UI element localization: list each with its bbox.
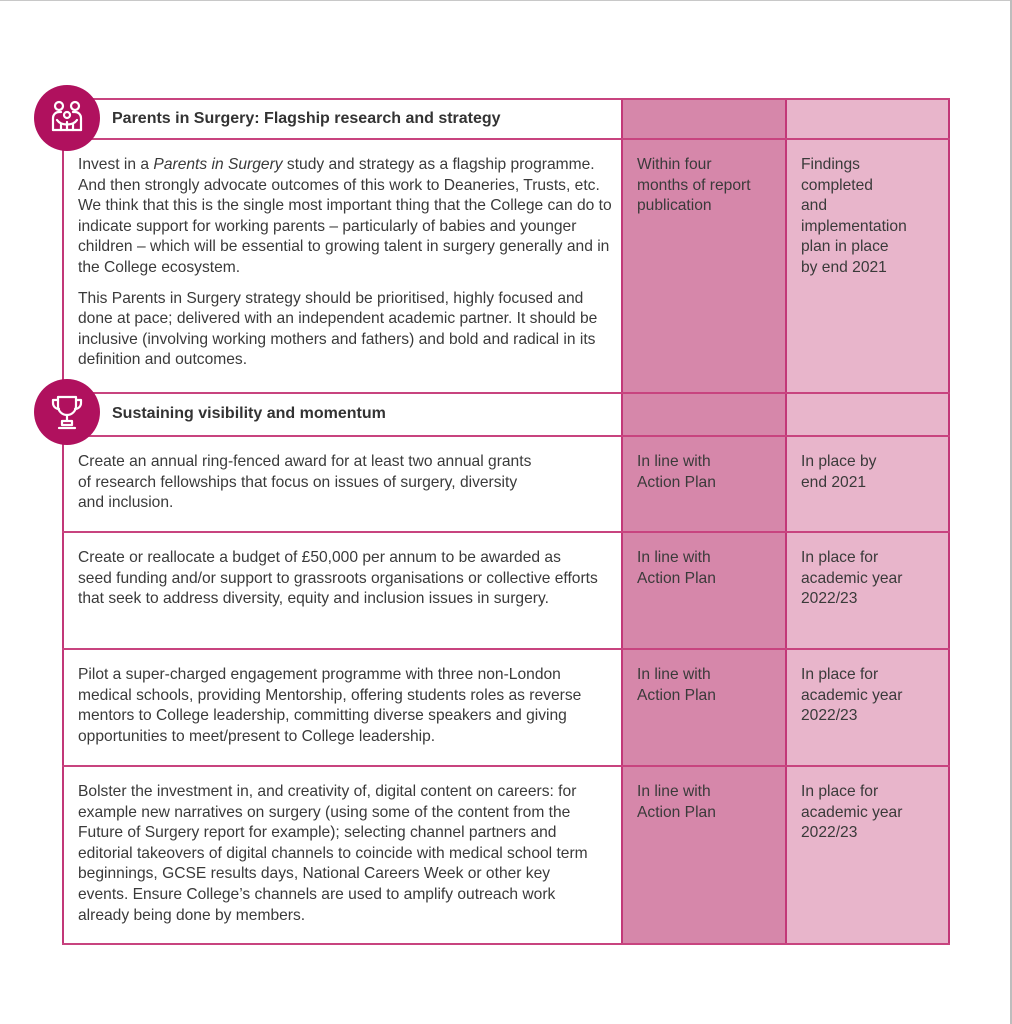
target-cell [785, 532, 950, 649]
target-cell [785, 766, 950, 944]
paragraph [78, 155, 618, 279]
section-header-sustaining-visibility [62, 393, 950, 436]
target-cell [785, 436, 950, 532]
table-row [62, 649, 950, 766]
recommendation-text: Bolster the investment in, and creativity of, digital content on careers: for example new narratives on surgery (using some of the content from the Future of Surgery report for example); selecting channel partners and editorial takeovers of digital channels to coincide with medical school term beginnings, GCSE results days, National Careers Week or other key events. Ensure College’s channels are used to amplify outreach work already being done by members. [78, 783, 588, 924]
table-row [62, 532, 950, 649]
table-rule [62, 943, 950, 945]
paragraph [78, 289, 618, 371]
table-rule [62, 765, 950, 767]
target-text: Findings completed and implementation plan in place by end 2021 [801, 156, 907, 276]
target-cell [785, 649, 950, 766]
recommendation-text: Create an annual ring-fenced award for at least two annual grants of research fellowships that focus on issues of surgery, diversity and inclusion. [78, 453, 532, 512]
timing-cell [621, 436, 786, 532]
text-span: Invest in a [78, 156, 154, 173]
timing-cell [621, 139, 786, 393]
recommendation-cell [62, 532, 622, 649]
recommendation-cell [62, 766, 622, 944]
emphasis-text: Parents in Surgery [153, 156, 283, 173]
table-rule [62, 392, 950, 394]
target-text: In place for academic year 2022/23 [801, 783, 903, 842]
target-text: In place for academic year 2022/23 [801, 666, 903, 725]
timing-header-cell [621, 393, 786, 436]
table-rule [62, 98, 950, 100]
recommendation-text: Pilot a super-charged engagement programme with three non-London medical schools, providing Mentorship, offering students roles as reverse mentors to College leadership, committing diverse speakers and giving opportunities to meet/present to College leadership. [78, 666, 582, 745]
table-row [62, 436, 950, 532]
table-row [62, 139, 950, 393]
table-rule [62, 138, 950, 140]
recommendation-text: Create or reallocate a budget of £50,000 per annum to be awarded as seed funding and/or support to grassroots organisations or collective efforts that seek to address diversity, equity and inclusion issues in surgery. [78, 549, 598, 608]
recommendation-cell [62, 436, 622, 532]
table-rule [62, 531, 950, 533]
section-title: Parents in Surgery: Flagship research and strategy [112, 110, 501, 127]
timing-text: In line with Action Plan [637, 666, 716, 704]
target-header-cell [785, 393, 950, 436]
timing-text: Within four months of report publication [637, 156, 751, 215]
timing-text: In line with Action Plan [637, 453, 716, 491]
timing-cell [621, 766, 786, 944]
family-icon [34, 85, 100, 151]
timing-text: In line with Action Plan [637, 549, 716, 587]
recommendation-cell [62, 139, 622, 393]
timing-cell [621, 532, 786, 649]
recommendation-text [78, 155, 618, 381]
recommendation-cell [62, 649, 622, 766]
section-header-parents-in-surgery [62, 98, 950, 139]
target-header-cell [785, 98, 950, 139]
target-text: In place by end 2021 [801, 453, 877, 491]
text-span: This Parents in Surgery strategy should be prioritised, highly focused and done at pace; delivered with an independent academic partner. It should be inclusive (involving working mothers and fathers) and bold and radical in its definition and outcomes. [78, 289, 598, 369]
section-header-cell [62, 393, 622, 436]
target-cell [785, 139, 950, 393]
section-title: Sustaining visibility and momentum [112, 405, 386, 422]
timing-text: In line with Action Plan [637, 783, 716, 821]
table-rule [62, 648, 950, 650]
trophy-icon [34, 379, 100, 445]
table-row [62, 766, 950, 944]
text-span: study and strategy as a flagship programme. And then strongly advocate outcomes of this work to Deaneries, Trusts, etc. We think that this is the single most important thing that the College can do to indicate support for working parents – particularly of babies and younger children – which will be essential to growing talent in surgery generally and in the College ecosystem. [78, 156, 612, 276]
timing-header-cell [621, 98, 786, 139]
timing-cell [621, 649, 786, 766]
section-header-cell [62, 98, 622, 139]
target-text: In place for academic year 2022/23 [801, 549, 903, 608]
table-rule [62, 435, 950, 437]
page-frame-top [0, 0, 1012, 1]
